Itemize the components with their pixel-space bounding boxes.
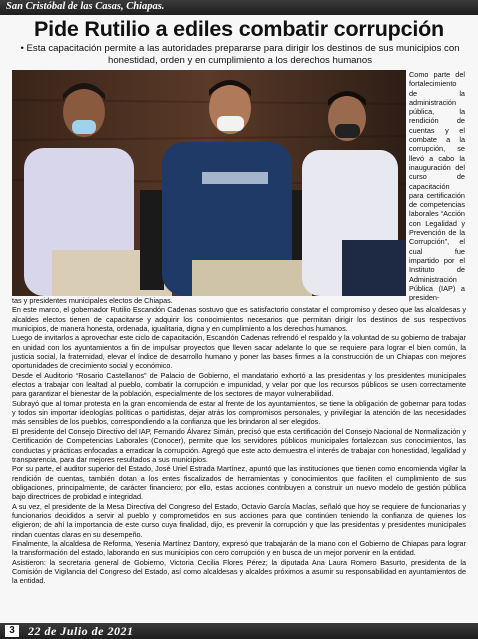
- article-subhead: • Esta capacitación permite a las autoridades prepararse para dirigir los destinos de sus municipios con honestidad, orden y en cumplimiento a los derechos humanos: [20, 43, 460, 66]
- article-paragraph: Desde el Auditorio “Rosario Castellanos” de Palacio de Gobierno, el mandatario exhortó a las presidentas y los presidentes municipales electos a trabajar con lealtad al pueblo, combatir la corrupción e impunidad, y velar por que los recursos públicos se usen correctamente para garantizar el bienestar de la población, especialmente de los sectores de mayor vulnerabilidad.: [12, 370, 466, 399]
- issue-date: 22 de Julio de 2021: [28, 624, 134, 638]
- page-number: 3: [5, 625, 19, 637]
- article-body: [12, 296, 466, 586]
- article-paragraph: Luego de invitarlos a aprovechar este ciclo de capacitación, Escandón Cadenas refrendó el respaldo y la voluntad de su gobierno de trabajar en unidad con los ayuntamientos a fin de impulsar proyectos que lleven sacar adelante lo que se requiere para lograr el bien común, la justicia social, la fraternidad, elevar el índice de desarrollo humano y poner las bases firmes a la construcción de un Chiapas con mejores oportunidades de crecimiento social y económico.: [12, 333, 466, 371]
- article-paragraph: tas y presidentes municipales electos de Chiapas.: [12, 296, 173, 305]
- article-paragraph: El presidente del Consejo Directivo del IAP, Fernando Álvarez Simán, precisó que esta certificación del Consejo Nacional de Normalización y Certificación de Competencias Laborales (Conocer), permite que los servidores públicos municipales fortalezcan sus conocimientos, las conductas y prácticas enfocadas a erradicar la corrupción. Agregó que este acto demuestra el interés de trabajar con honestidad, legalidad y transparencia, para dar mejores resultados a sus municipios.: [12, 426, 466, 464]
- footer-banner: [0, 623, 478, 639]
- article-photo: [12, 70, 406, 296]
- article-lead-column: Como parte del fortalecimiento de la administración pública, la rendición de cuentas y el combate a la corrupción, se llevó a cabo la inauguración del curso de capacitación para certificación de competencias laborales “Acción con Legalidad y Prevención de la Corrupción”, el cual fue impartido por el Instituto de Administración Pública (IAP) a presiden-: [409, 70, 465, 303]
- article-headline: Pide Rutilio a ediles combatir corrupción: [34, 17, 444, 41]
- article-paragraph: A su vez, el presidente de la Mesa Directiva del Congreso del Estado, Octavio García Macías, señaló que hoy se requiere de funcionarias y funcionarios decididos a servir al pueblo y comprometidos en sus acciones para que continúen teniendo la confianza de quienes los eligieron; de ahí la importancia de este curso cuya finalidad, dijo, es prevenir la corrupción y que las presidentas y presidentes municipales rindan cuentas claras en su desempeño.: [12, 501, 466, 539]
- article-paragraph: Por su parte, el auditor superior del Estado, José Uriel Estrada Martínez, apuntó que las instituciones que tienen como encomienda vigilar la rendición de cuentas, también dotan a los entes fiscalizados de herramientas y conocimientos que faciliten el cumplimiento de sus obligaciones, principalmente, de carácter financiero; por ello, estas acciones contribuyen a construir un nuevo modelo de gestión pública bajo directrices de probidad e integridad.: [12, 464, 466, 502]
- article-paragraph: Finalmente, la alcaldesa de Reforma, Yesenia Martínez Dantory, expresó que trabajarán de la mano con el Gobierno de Chiapas para lograr la transformación del estado, laborando en sus municipios con cero corrupción y en busca de un mejor porvenir en la entidad.: [12, 538, 466, 558]
- article-paragraph: Subrayó que al tomar protesta en la gran encomienda de estar al frente de los ayuntamientos, se tiene la obligación de gobernar para todas y todos sin importar ideologías políticas o partidistas, dejar atrás los compromisos personales, y privilegiar la atención de las necesidades más sensibles de los pueblos, correspondiendo a la confianza que les brindaron al ser elegidos.: [12, 398, 466, 427]
- photo-illustration: [12, 70, 406, 296]
- top-banner: [0, 0, 478, 15]
- location-dateline: San Cristóbal de las Casas, Chiapas.: [6, 1, 165, 12]
- article-paragraph: Asistieron: la secretaria general de Gobierno, Victoria Cecilia Flores Pérez; la diputada Ana Laura Romero Basurto, presidenta de la Comisión de Vigilancia del Congreso del Estado, así como alcaldesas y alcaldes próximos a asumir su responsabilidad en ayuntamientos de la entidad.: [12, 557, 466, 586]
- article-paragraph: En este marco, el gobernador Rutilio Escandón Cadenas sostuvo que es satisfactorio constatar el compromiso y deseo que las alcaldesas y alcaldes electos tienen de capacitarse y adquirir los conocimientos necesarios que permitan dirigir los destinos de sus respectivos municipios, de manera honesta, ordenada, igualitaria, digna y en cumplimiento a los derechos humanos.: [12, 305, 466, 334]
